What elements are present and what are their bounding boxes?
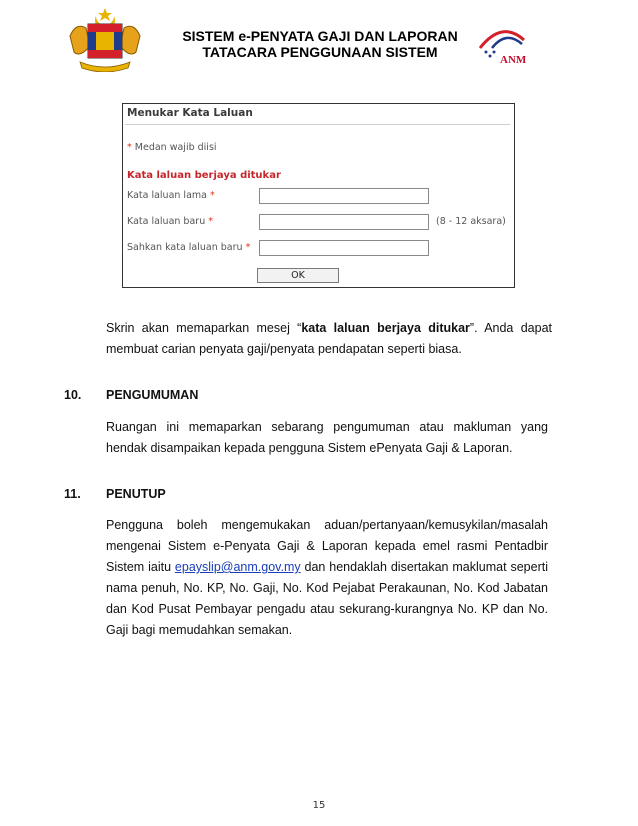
old-password-label: Kata laluan lama * <box>127 190 215 201</box>
intro-paragraph: Skrin akan memaparkan mesej “kata laluan berjaya ditukar”. Anda dapat membuat carian penyata gaji/penyata pendapatan seperti biasa. <box>106 321 552 356</box>
new-password-input[interactable] <box>259 214 429 230</box>
header-title-line2: TATACARA PENGGUNAAN SISTEM <box>202 44 438 60</box>
anm-logo-icon <box>472 26 532 66</box>
success-message: Kata laluan berjaya ditukar <box>127 170 281 181</box>
confirm-password-label: Sahkan kata laluan baru * <box>127 242 251 253</box>
section-10-body: Ruangan ini memaparkan sebarang pengumuman atau makluman yang hendak disampaikan kepada pengguna Sistem ePenyata Gaji & Laporan. <box>106 420 548 455</box>
section-10-number: 10. <box>64 388 82 402</box>
ok-button[interactable]: OK <box>257 268 339 283</box>
change-password-form <box>122 103 515 288</box>
form-divider <box>125 124 510 125</box>
required-note: * Medan wajib diisi <box>127 142 217 153</box>
email-link[interactable]: epayslip@anm.gov.my <box>174 560 301 574</box>
section-11-body: Pengguna boleh mengemukakan aduan/pertanyaan/kemusykilan/masalah mengenai Sistem e-Penyata Gaji & Laporan kepada emel rasmi Pentadbir Sistem iaitu epayslip@anm.gov.my dan hendaklah disertakan maklumat seperti nama penuh, No. KP, No. Gaji, No. Kod Pejabat Perakaunan, No. Kod Jabatan dan Kod Pusat Pembayar pengadu atau sekurang-kurangnya No. KP dan No. Gaji bagi memudahkan semakan. <box>106 518 548 637</box>
section-10-title: PENGUMUMAN <box>106 388 199 402</box>
coat-of-arms-icon <box>66 6 144 72</box>
form-title: Menukar Kata Laluan <box>127 107 253 119</box>
section-11-title: PENUTUP <box>106 487 166 501</box>
confirm-password-input[interactable] <box>259 240 429 256</box>
page-number: 15 <box>312 800 326 811</box>
old-password-input[interactable] <box>259 188 429 204</box>
new-password-label: Kata laluan baru * <box>127 216 213 227</box>
header-title-line1: SISTEM e-PENYATA GAJI DAN LAPORAN <box>182 28 458 44</box>
password-length-hint: (8 - 12 aksara) <box>436 216 506 227</box>
anm-logo-text: ANM <box>500 54 527 66</box>
section-11-number: 11. <box>64 487 81 501</box>
